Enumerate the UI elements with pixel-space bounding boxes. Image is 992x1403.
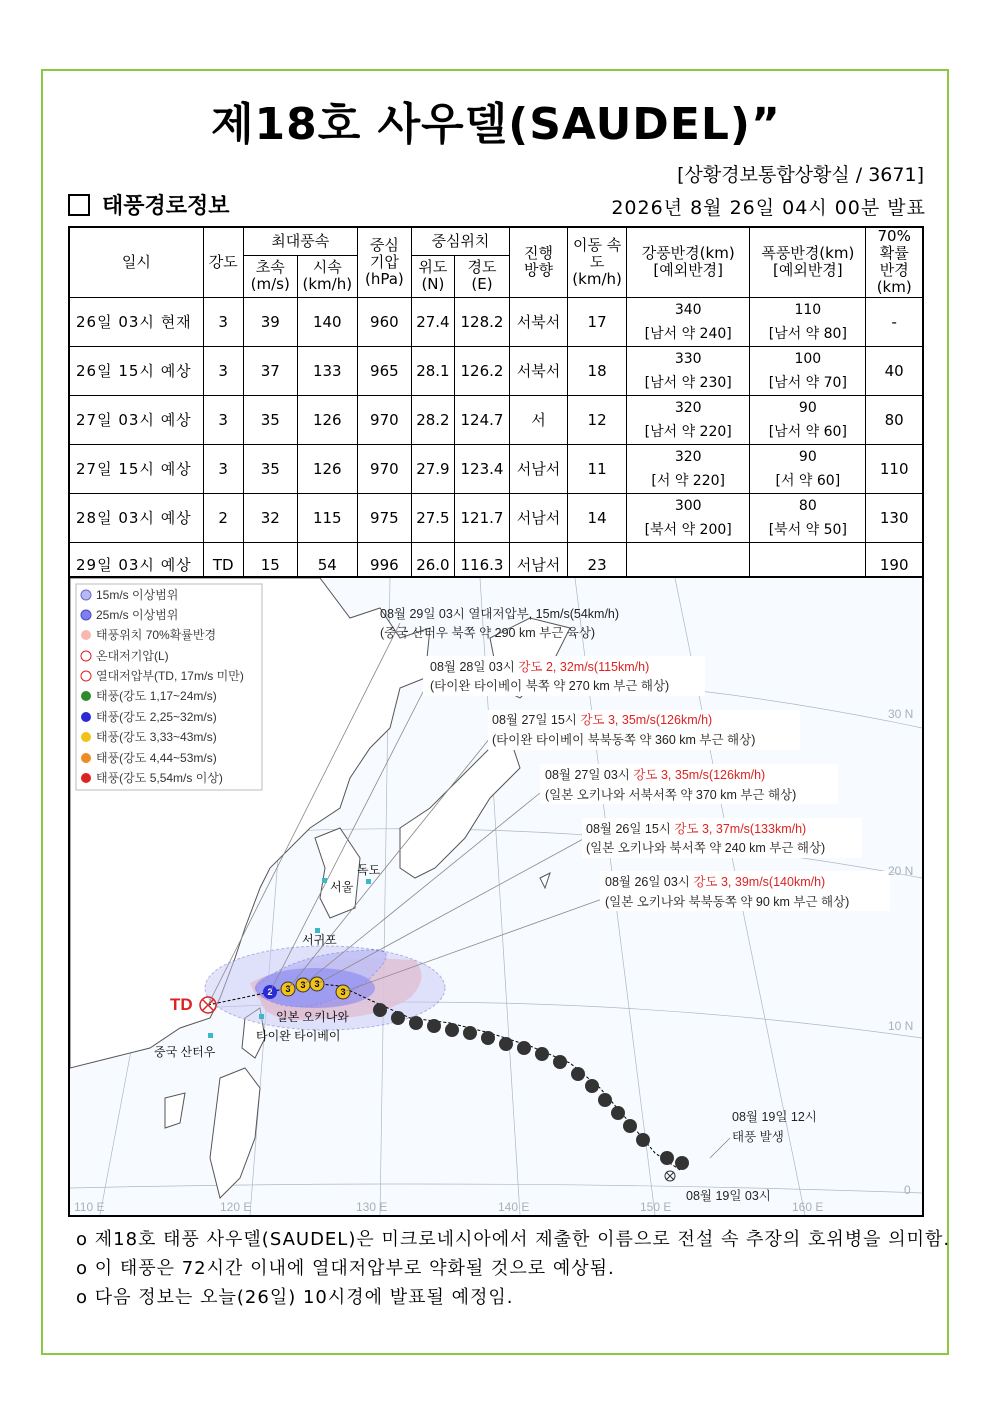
page-title: 제18호 사우델(SAUDEL)” xyxy=(211,99,781,150)
issued-time: 2026년 8월 26일 04시 00분 발표 xyxy=(611,197,926,219)
place-taipei: 타이완 타이베이 xyxy=(256,1029,341,1043)
callout-3-sub: (일본 오키나와 서북서쪽 약 370 km 부근 해상) xyxy=(545,788,797,802)
legend-item: 25m/s 이상범위 xyxy=(96,608,179,622)
cell-storm-radius xyxy=(750,493,866,542)
callout-4: 08월 26일 15시 강도 3, 37m/s(133km/h) xyxy=(586,822,807,836)
section-title: 태풍경로정보 xyxy=(102,194,230,219)
cell-direction: 서북서 xyxy=(510,346,568,395)
callout-0: 08월 29일 03시 열대저압부, 15m/s(54km/h) xyxy=(380,607,620,621)
cell-time: 26일 03시 현재 xyxy=(69,297,203,346)
cell-strong-radius xyxy=(627,493,750,542)
cell-direction: 서남서 xyxy=(510,444,568,493)
notes-list xyxy=(76,1225,950,1312)
cell-pressure: 965 xyxy=(357,346,411,395)
strong-exception: [서 약 220] xyxy=(651,472,725,489)
cell-lat: 27.4 xyxy=(411,297,454,346)
storm-exception: [남서 약 60] xyxy=(768,423,847,440)
cell-direction: 서남서 xyxy=(510,542,568,588)
department-label: [상황경보통합상황실 / 3671] xyxy=(677,164,924,186)
cell-direction: 서남서 xyxy=(510,493,568,542)
cell-ms: 15 xyxy=(243,542,297,588)
place-okinawa: 일본 오키나와 xyxy=(276,1010,349,1024)
legend-item: 15m/s 이상범위 xyxy=(96,588,179,602)
cell-lon: 123.4 xyxy=(454,444,509,493)
genesis-label: 08월 19일 12시 xyxy=(732,1110,817,1124)
section-heading xyxy=(68,189,230,220)
svg-text:3: 3 xyxy=(340,987,346,997)
storm-exception: [북서 약 50] xyxy=(768,521,847,538)
table-row xyxy=(69,297,923,346)
strong-value: 300 xyxy=(674,497,702,514)
lon-label: 130 E xyxy=(356,1200,388,1214)
callout-2: 08월 27일 15시 강도 3, 35m/s(126km/h) xyxy=(492,713,713,727)
cell-speed: 18 xyxy=(568,346,627,395)
strong-exception: [남서 약 240] xyxy=(644,325,732,342)
storm-value: 110 xyxy=(794,301,822,318)
legend-item: 태풍(강도 4,44~53m/s) xyxy=(96,751,217,765)
callout-3: 08월 27일 03시 강도 3, 35m/s(126km/h) xyxy=(545,768,766,782)
place-seogwipo: 서귀포 xyxy=(302,933,337,947)
cell-lon: 124.7 xyxy=(454,395,509,444)
note-item: o 이 태풍은 72시간 이내에 열대저압부로 약화될 것으로 예상됨. xyxy=(76,1258,615,1279)
cell-pressure: 960 xyxy=(357,297,411,346)
cell-lon: 126.2 xyxy=(454,346,509,395)
cell-kmh: 115 xyxy=(297,493,357,542)
cell-prob: - xyxy=(866,297,923,346)
lon-label: 110 E xyxy=(74,1200,105,1214)
cell-ms: 35 xyxy=(243,444,297,493)
header-kmh: 시속 (km/h) xyxy=(297,255,357,297)
cell-prob: 40 xyxy=(866,346,923,395)
header-pressure: 중심 기압 (hPa) xyxy=(357,227,411,297)
cell-prob: 110 xyxy=(866,444,923,493)
callout-5-sub: (일본 오키나와 북북동쪽 약 90 km 부근 해상) xyxy=(605,895,850,909)
svg-text:3: 3 xyxy=(314,979,320,989)
cell-speed: 12 xyxy=(568,395,627,444)
storm-value: 90 xyxy=(798,399,817,416)
lon-label: 120 E xyxy=(220,1200,252,1214)
cell-storm-radius xyxy=(750,395,866,444)
storm-value: 100 xyxy=(794,350,822,367)
cell-kmh: 133 xyxy=(297,346,357,395)
header-center: 중심위치 xyxy=(411,227,509,255)
cell-time: 28일 03시 예상 xyxy=(69,493,203,542)
strong-exception: [남서 약 230] xyxy=(644,374,732,391)
header-direction: 진행 방향 xyxy=(510,227,568,297)
legend-item: 태풍(강도 3,33~43m/s) xyxy=(96,730,217,744)
storm-exception: [남서 약 80] xyxy=(768,325,847,342)
cell-kmh: 140 xyxy=(297,297,357,346)
genesis-label-2: 태풍 발생 xyxy=(732,1130,784,1144)
cell-intensity: TD xyxy=(203,542,243,588)
table-row xyxy=(69,493,923,542)
cell-kmh: 126 xyxy=(297,444,357,493)
start-label: 08월 19일 03시 xyxy=(686,1189,771,1203)
cell-prob: 190 xyxy=(866,542,923,588)
cell-time: 26일 15시 예상 xyxy=(69,346,203,395)
cell-ms: 39 xyxy=(243,297,297,346)
note-item: o 제18호 태풍 사우델(SAUDEL)은 미크로네시아에서 제출한 이름으로 전설 속 추장의 호위병을 의미함. xyxy=(76,1229,951,1250)
strong-exception: [북서 약 200] xyxy=(644,521,732,538)
lon-label: 150 E xyxy=(640,1200,672,1214)
legend-item: 태풍(강도 2,25~32m/s) xyxy=(96,710,217,724)
callout-0-sub: (중국 산터우 북쪽 약 290 km 부근 육상) xyxy=(380,626,596,640)
lat-label: 30 N xyxy=(888,707,914,721)
legend-item: 태풍(강도 1,17~24m/s) xyxy=(96,689,217,703)
cell-intensity: 3 xyxy=(203,444,243,493)
cell-storm-radius xyxy=(750,297,866,346)
table-row xyxy=(69,395,923,444)
cell-strong-radius xyxy=(627,346,750,395)
cell-lat: 27.5 xyxy=(411,493,454,542)
storm-exception: [서 약 60] xyxy=(775,472,841,489)
typhoon-table xyxy=(68,226,924,589)
cell-prob: 80 xyxy=(866,395,923,444)
cell-speed: 14 xyxy=(568,493,627,542)
cell-intensity: 3 xyxy=(203,395,243,444)
cell-time: 29일 03시 예상 xyxy=(69,542,203,588)
place-dokdo: 독도 xyxy=(357,863,381,877)
place-seoul: 서울 xyxy=(330,880,354,894)
typhoon-track-map xyxy=(68,576,924,1217)
storm-value: 80 xyxy=(798,497,817,514)
strong-value: 320 xyxy=(674,399,702,416)
cell-time: 27일 03시 예상 xyxy=(69,395,203,444)
cell-direction: 서북서 xyxy=(510,297,568,346)
header-lat: 위도 (N) xyxy=(411,255,454,297)
cell-lat: 26.0 xyxy=(411,542,454,588)
svg-text:2: 2 xyxy=(267,987,273,997)
table-row xyxy=(69,444,923,493)
cell-speed: 17 xyxy=(568,297,627,346)
lat-label: 0 xyxy=(904,1183,911,1197)
header-maxwind: 최대풍속 xyxy=(243,227,357,255)
callout-4-sub: (일본 오키나와 북서쪽 약 240 km 부근 해상) xyxy=(586,841,826,855)
callout-5: 08월 26일 03시 강도 3, 39m/s(140km/h) xyxy=(605,875,826,889)
storm-exception: [남서 약 70] xyxy=(768,374,847,391)
lon-label: 160 E xyxy=(792,1200,824,1214)
cell-prob: 130 xyxy=(866,493,923,542)
legend-item: 온대저기압(L) xyxy=(96,649,169,663)
table-row xyxy=(69,346,923,395)
header-intensity: 강도 xyxy=(203,227,243,297)
svg-text:3: 3 xyxy=(300,980,306,990)
cell-intensity: 2 xyxy=(203,493,243,542)
strong-value: 340 xyxy=(674,301,702,318)
cell-lat: 27.9 xyxy=(411,444,454,493)
cell-kmh: 126 xyxy=(297,395,357,444)
callout-1: 08월 28일 03시 강도 2, 32m/s(115km/h) xyxy=(430,660,650,674)
cell-kmh: 54 xyxy=(297,542,357,588)
header-storm-radius: 폭풍반경(km) [예외반경] xyxy=(750,227,866,297)
cell-pressure: 996 xyxy=(357,542,411,588)
legend-item: 열대저압부(TD, 17m/s 미만) xyxy=(96,669,244,683)
cell-direction: 서 xyxy=(510,395,568,444)
td-label: TD xyxy=(170,995,193,1014)
cell-storm-radius xyxy=(750,346,866,395)
cell-strong-radius xyxy=(627,297,750,346)
callout-1-sub: (타이완 타이베이 북쪽 약 270 km 부근 해상) xyxy=(430,679,670,693)
cell-strong-radius xyxy=(627,395,750,444)
cell-intensity: 3 xyxy=(203,346,243,395)
cell-storm-radius xyxy=(750,444,866,493)
cell-intensity: 3 xyxy=(203,297,243,346)
strong-value: 330 xyxy=(674,350,702,367)
storm-value: 90 xyxy=(798,448,817,465)
strong-exception: [남서 약 220] xyxy=(644,423,732,440)
lat-label: 10 N xyxy=(888,1019,914,1033)
header-strong-radius: 강풍반경(km) [예외반경] xyxy=(627,227,750,297)
lat-label: 20 N xyxy=(888,864,914,878)
cell-lat: 28.2 xyxy=(411,395,454,444)
strong-value: 320 xyxy=(674,448,702,465)
cell-lon: 116.3 xyxy=(454,542,509,588)
cell-pressure: 970 xyxy=(357,444,411,493)
cell-speed: 23 xyxy=(568,542,627,588)
place-shantou: 중국 산터우 xyxy=(154,1045,216,1059)
cell-lat: 28.1 xyxy=(411,346,454,395)
header-speed: 이동 속도 (km/h) xyxy=(568,227,627,297)
header-prob-radius: 70% 확률 반경 (km) xyxy=(866,227,923,297)
cell-ms: 32 xyxy=(243,493,297,542)
callout-2-sub: (타이완 타이베이 북북동쪽 약 360 km 부근 해상) xyxy=(492,733,756,747)
header-lon: 경도 (E) xyxy=(454,255,509,297)
cell-speed: 11 xyxy=(568,444,627,493)
cell-time: 27일 15시 예상 xyxy=(69,444,203,493)
cell-lon: 128.2 xyxy=(454,297,509,346)
header-time: 일시 xyxy=(69,227,203,297)
lon-label: 140 E xyxy=(498,1200,530,1214)
cell-strong-radius xyxy=(627,444,750,493)
header-ms: 초속 (m/s) xyxy=(243,255,297,297)
cell-ms: 35 xyxy=(243,395,297,444)
cell-lon: 121.7 xyxy=(454,493,509,542)
cell-ms: 37 xyxy=(243,346,297,395)
legend-item: 태풍위치 70%확률반경 xyxy=(96,628,217,642)
cell-pressure: 970 xyxy=(357,395,411,444)
checkbox-icon xyxy=(68,194,90,216)
note-item: o 다음 정보는 오늘(26일) 10시경에 발표될 예정임. xyxy=(76,1287,514,1308)
svg-text:3: 3 xyxy=(285,984,291,994)
cell-pressure: 975 xyxy=(357,493,411,542)
legend-item: 태풍(강도 5,54m/s 이상) xyxy=(96,771,223,785)
